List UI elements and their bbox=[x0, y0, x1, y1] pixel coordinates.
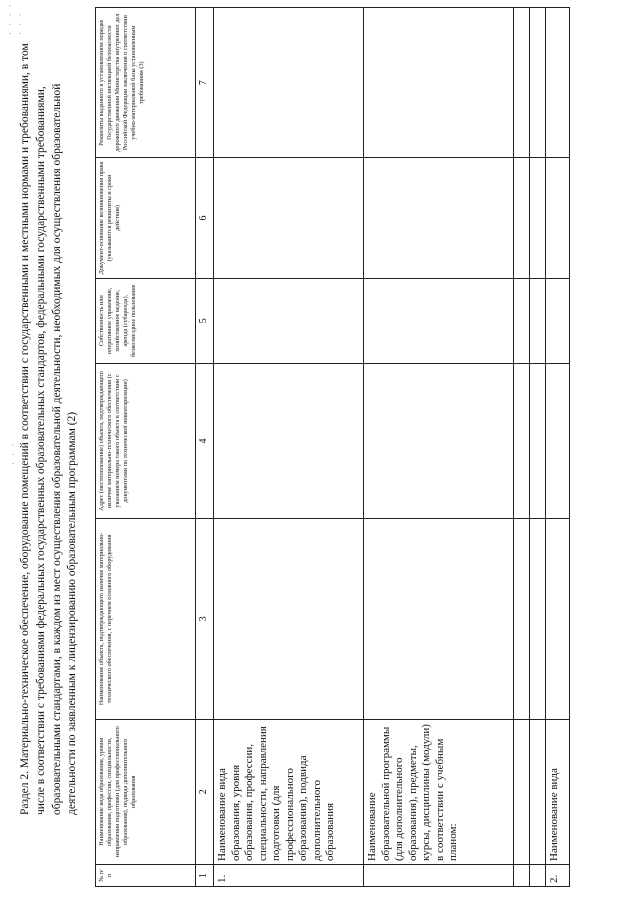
row-number bbox=[364, 864, 514, 886]
column-number: 4 bbox=[196, 363, 214, 518]
table-row bbox=[530, 8, 546, 887]
header-cell: Наименование объекта, подтверждающего наличие материально-технического обеспечения, с перечнем основного оборудования bbox=[96, 519, 196, 719]
row-text: Наименование вида образования, уровня образования, профессии, специальности, направления подготовки (для профессионального образования), подвида дополнительного образования bbox=[214, 719, 364, 864]
column-number: 5 bbox=[196, 278, 214, 363]
row-number: 1. bbox=[214, 864, 364, 886]
header-cell: Собственность или оперативное управление, хозяйственное ведение, аренда (субаренда), безвозмездное пользование bbox=[96, 278, 196, 363]
scan-noise: · · · · · · · bbox=[5, 2, 25, 35]
row-text bbox=[514, 719, 530, 864]
row-text: Наименование вида bbox=[546, 719, 570, 864]
column-number: 1 bbox=[196, 864, 214, 886]
column-number: 2 bbox=[196, 719, 214, 864]
header-cell: Документ-основание возникновения права (указываются реквизиты и сроки действия) bbox=[96, 158, 196, 278]
row-text: Наименование образовательной программы (для дополнительного образования), предметы, курсы, дисциплины (модули) в соответствии с учебным планом: bbox=[364, 719, 514, 864]
column-number: 7 bbox=[196, 8, 214, 158]
table-row bbox=[514, 8, 530, 887]
table-row bbox=[214, 8, 364, 887]
scan-noise: · · · bbox=[8, 441, 18, 465]
header-cell: Реквизиты выданного в установленном порядке Государственной инспекцией безопасности дорожного движения Министерства внутренних дел Российской Федерации заключения о соответствии учебно-материальной базы установленным требованиям (3) bbox=[96, 8, 196, 158]
row-number bbox=[530, 864, 546, 886]
row-number: 2. bbox=[546, 864, 570, 886]
column-number-row bbox=[196, 8, 214, 887]
column-number: 3 bbox=[196, 519, 214, 719]
section-heading: Раздел 2. Материально-техническое обеспечение, оборудование помещений в соответствии с государственными и местными нормами и требованиями, в том числе в соответствии с требованиями федеральных государственных образовательных стандартов, федеральными государственными требованиями, образовательными стандартами, в каждом из мест осуществления образовательной деятельности, необходимых для осуществления образовательной деятельности по заявленным к лицензированию образовательным программам (2) bbox=[19, 43, 79, 815]
header-cell: Наименование вида образования, уровня образования, профессии, специальности, направления подготовки (для профессионального образования), подвида дополнительного образования bbox=[96, 719, 196, 864]
material-resources-table bbox=[95, 7, 570, 887]
header-cell: № п/п bbox=[96, 864, 196, 886]
table-row bbox=[364, 8, 514, 887]
table-row bbox=[546, 8, 570, 887]
row-number bbox=[514, 864, 530, 886]
row-text bbox=[530, 719, 546, 864]
table-header-row bbox=[96, 8, 196, 887]
column-number: 6 bbox=[196, 158, 214, 278]
header-cell: Адрес (местоположение) объекта, подтверждающего наличие материально-технического обеспечения (с указанием номера такого объекта в соответствии с документами по технической инвентаризации) bbox=[96, 363, 196, 518]
